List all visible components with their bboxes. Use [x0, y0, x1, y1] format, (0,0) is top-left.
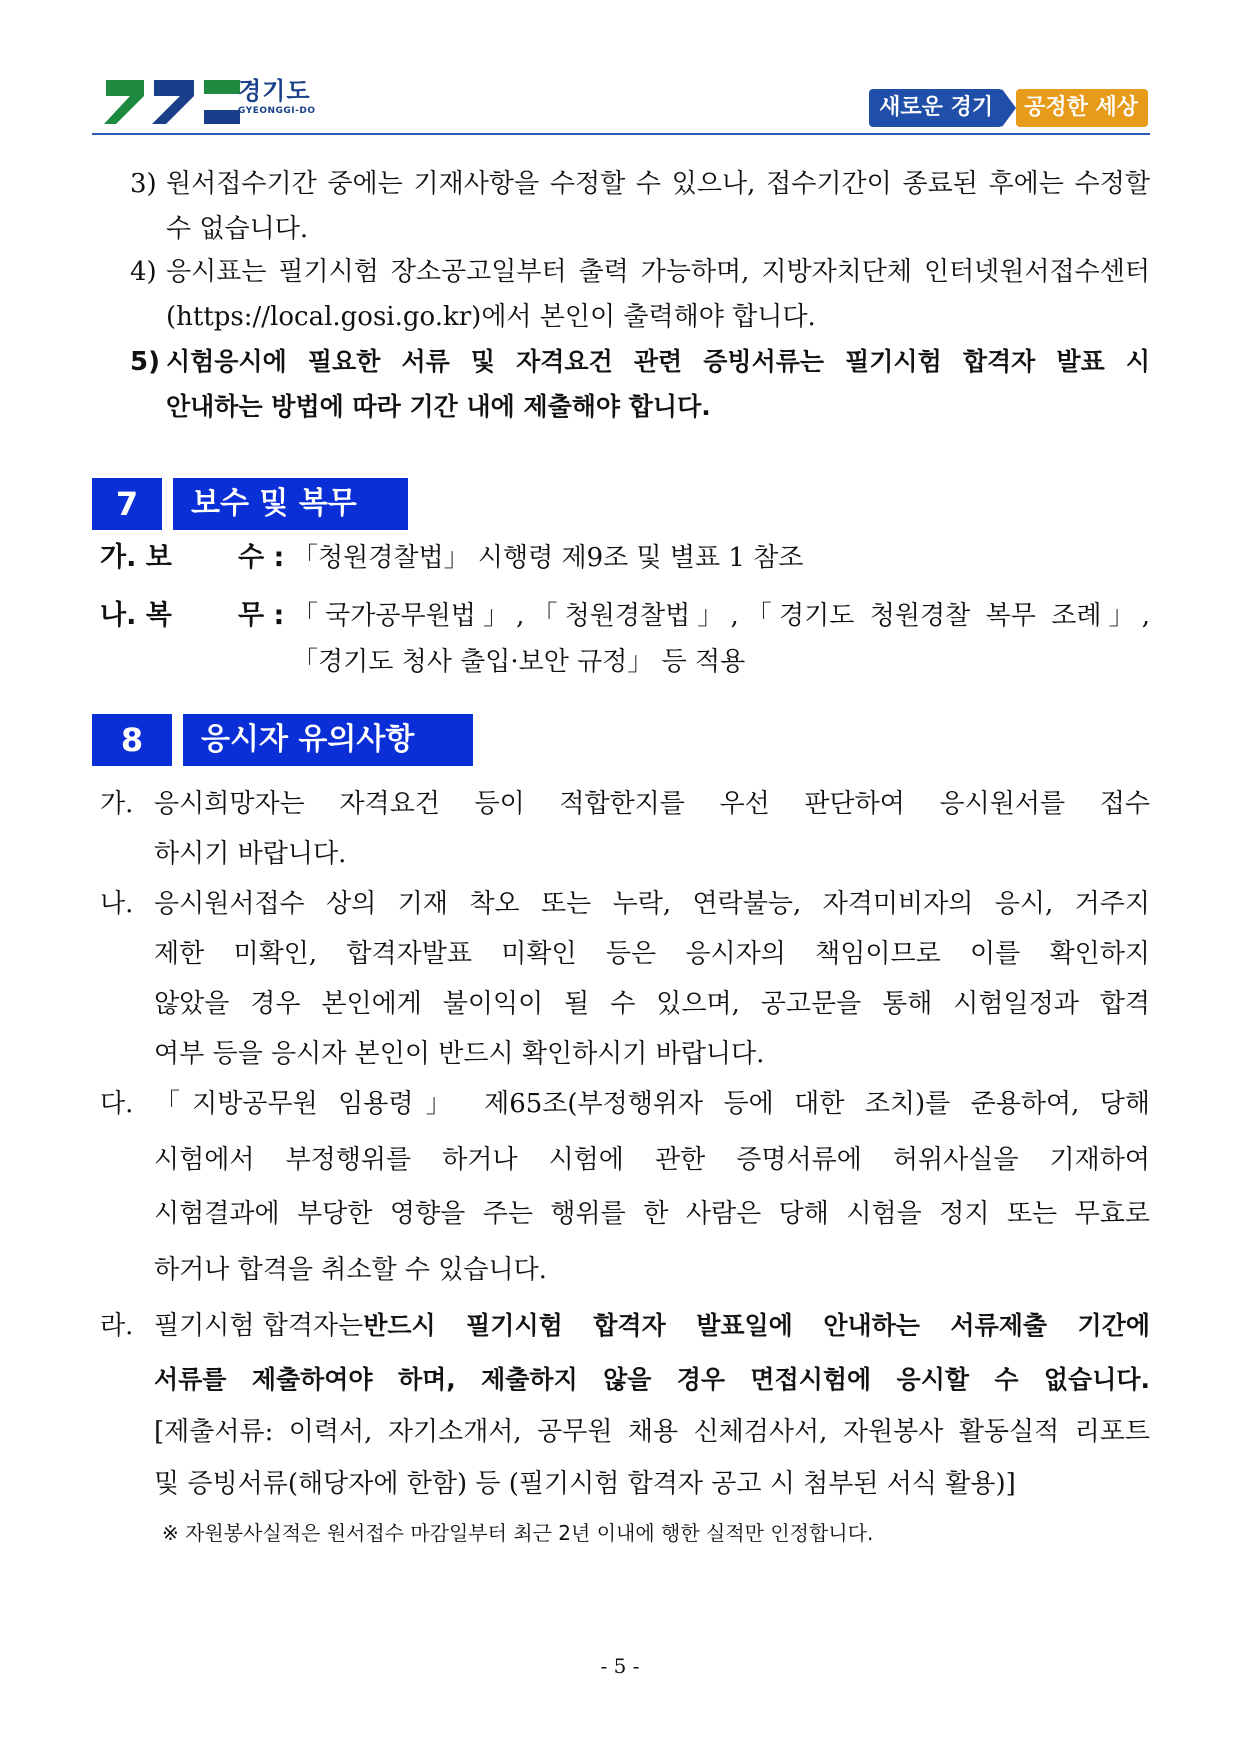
section-8-ra-line-4: 및 증빙서류(해당자에 한함) 등 (필기시험 합격자 공고 시 첨부된 서식 활용)]: [154, 1469, 1016, 1499]
section-7-a-label-2: 수 :: [238, 542, 285, 573]
section-8-da-line-1: 「지방공무원 임용령」 제65조(부정행위자 등에 대한 조치)를 준용하여, 당해: [154, 1089, 1150, 1119]
header-divider: [92, 133, 1150, 135]
item-3-number: 3): [130, 169, 157, 199]
item-5-line-1: 시험응시에 필요한 서류 및 자격요건 관련 증빙서류는 필기시험 합격자 발표 시: [166, 347, 1150, 376]
section-8-na-line-1: 응시원서접수 상의 기재 착오 또는 누락, 연락불능, 자격미비자의 응시, 거주지: [154, 889, 1150, 919]
section-8-ra-line-3: [제출서류: 이력서, 자기소개서, 공무원 채용 신체검사서, 자원봉사 활동실적 리포트: [154, 1417, 1150, 1447]
item-3-line-1: 원서접수기간 중에는 기재사항을 수정할 수 있으나, 접수기간이 종료된 후에는 수정할: [166, 169, 1150, 199]
item-5-number: 5): [130, 347, 160, 377]
section-8-ra-line-1-plain: 필기시험 합격자는: [154, 1311, 364, 1341]
item-4-line-2: (https://local.gosi.go.kr)에서 본인이 출력해야 합니다.: [166, 302, 816, 332]
slogan-chevron-icon: [1002, 89, 1016, 127]
section-8-na-label: 나.: [100, 889, 134, 919]
item-4-line-1: 응시표는 필기시험 장소공고일부터 출력 가능하며, 지방자치단체 인터넷원서접수센터: [166, 257, 1150, 287]
logo-english: GYEONGGI-DO: [238, 106, 316, 116]
section-7-b-label-2: 무 :: [238, 600, 285, 631]
section-7-number: 7: [92, 478, 162, 530]
section-8-title: 응시자 유의사항: [183, 714, 473, 766]
section-7-b-label: 나. 복: [100, 600, 172, 631]
item-3-line-2: 수 없습니다.: [166, 214, 309, 244]
section-8-da-line-4: 하거나 합격을 취소할 수 있습니다.: [154, 1255, 547, 1285]
section-7-title: 보수 및 복무: [173, 478, 408, 530]
section-8-ga-label: 가.: [100, 789, 134, 819]
section-8-na-line-4: 여부 등을 응시자 본인이 반드시 확인하시기 바랍니다.: [154, 1039, 765, 1069]
section-8-ra-label: 라.: [100, 1311, 134, 1341]
section-8-ra-line-1-bold: 반드시 필기시험 합격자 발표일에 안내하는 서류제출 기간에: [363, 1311, 1150, 1340]
slogan-part-a: 새로운 경기: [869, 89, 1003, 127]
section-7-a-label: 가. 보: [100, 542, 172, 573]
section-8-na-line-2: 제한 미확인, 합격자발표 미확인 등은 응시자의 책임이므로 이를 확인하지: [154, 939, 1150, 969]
section-7-b-text-2: 「경기도 청사 출입·보안 규정」 등 적용: [292, 647, 746, 677]
section-8-ra-line-2: 서류를 제출하여야 하며, 제출하지 않을 경우 면접시험에 응시할 수 없습니다.: [154, 1365, 1150, 1394]
section-8-ga-line-1: 응시희망자는 자격요건 등이 적합한지를 우선 판단하여 응시원서를 접수: [154, 789, 1150, 819]
section-8-da-label: 다.: [100, 1089, 134, 1119]
logo-korean: 경기도: [238, 77, 311, 105]
section-8-ra-line-1: [154, 1304, 1150, 1348]
item-4-number: 4): [130, 257, 157, 287]
slogan-part-b: 공정한 세상: [1016, 89, 1148, 127]
page-number: - 5 -: [600, 1654, 640, 1678]
logo-text: [238, 78, 316, 116]
section-8-note: ※ 자원봉사실적은 원서접수 마감일부터 최근 2년 이내에 행한 실적만 인정합니다.: [162, 1521, 874, 1545]
slogan: [869, 88, 1148, 128]
section-8-da-line-2: 시험에서 부정행위를 하거나 시험에 관한 증명서류에 허위사실을 기재하여: [154, 1145, 1150, 1175]
section-8-da-line-3: 시험결과에 부당한 영향을 주는 행위를 한 사람은 당해 시험을 정지 또는 무효로: [154, 1199, 1150, 1229]
section-7-b-text-1: 「국가공무원법」,「청원경찰법」,「경기도 청원경찰 복무 조례」,: [292, 601, 1150, 631]
section-8-number: 8: [92, 714, 172, 766]
section-8-na-line-3: 않았을 경우 본인에게 불이익이 될 수 있으며, 공고문을 통해 시험일정과 합격: [154, 989, 1150, 1019]
section-8-ga-line-2: 하시기 바랍니다.: [154, 839, 347, 869]
section-7-a-text: 「청원경찰법」 시행령 제9조 및 별표 1 참조: [292, 543, 804, 573]
item-5-line-2: 안내하는 방법에 따라 기간 내에 제출해야 합니다.: [166, 392, 711, 421]
